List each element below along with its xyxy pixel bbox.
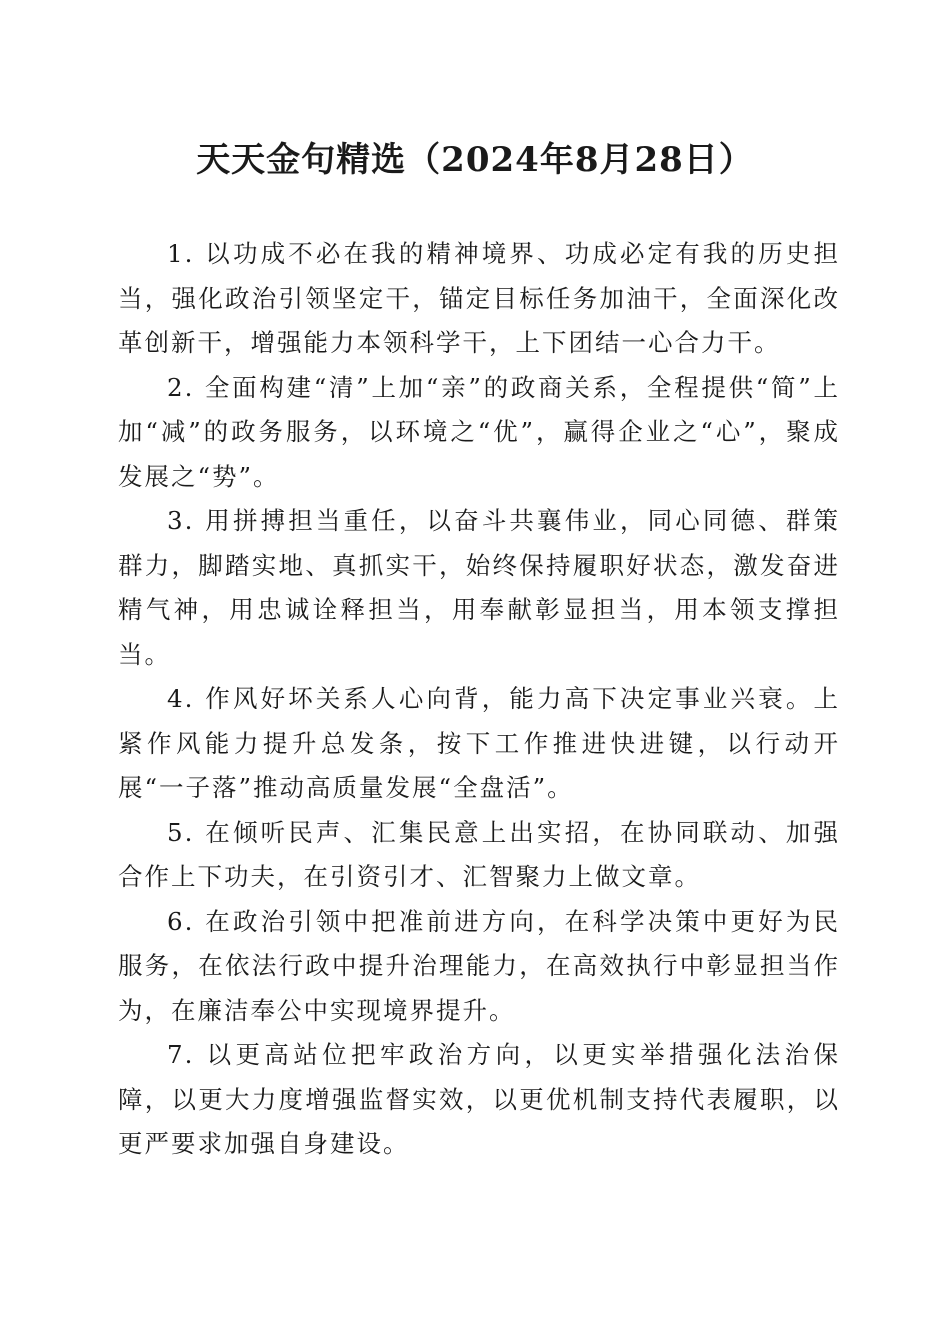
document-title: 天天金句精选（2024年8月28日）	[196, 140, 754, 180]
paragraph-1: 1. 以功成不必在我的精神境界、功成必定有我的历史担当，强化政治引领坚定干，锚定目标任务加油干，全面深化改革创新干，增强能力本领科学干，上下团结一心合力干。	[118, 239, 840, 357]
paragraph-5: 5. 在倾听民声、汇集民意上出实招，在协同联动、加强合作上下功夫，在引资引才、汇智聚力上做文章。	[118, 817, 840, 891]
paragraph-7: 7. 以更高站位把牢政治方向，以更实举措强化法治保障，以更大力度增强监督实效，以更优机制支持代表履职，以更严要求加强自身建设。	[118, 1040, 840, 1158]
paragraph-4: 4. 作风好坏关系人心向背，能力高下决定事业兴衰。上紧作风能力提升总发条，按下工作推进快进键，以行动开展“一子落”推动高质量发展“全盘活”。	[118, 684, 840, 802]
paragraph-6: 6. 在政治引领中把准前进方向，在科学决策中更好为民服务，在依法行政中提升治理能力，在高效执行中彰显担当作为，在廉洁奉公中实现境界提升。	[118, 906, 840, 1025]
paragraph-3: 3. 用拼搏担当重任，以奋斗共襄伟业，同心同德、群策群力，脚踏实地、真抓实干，始终保持履职好状态，激发奋进精气神，用忠诚诠释担当，用奉献彰显担当，用本领支撑担当。	[118, 506, 840, 669]
document-body	[118, 232, 840, 1167]
paragraph-2: 2. 全面构建“清”上加“亲”的政商关系，全程提供“简”上加“减”的政务服务，以环境之“优”，赢得企业之“心”，聚成发展之“势”。	[118, 372, 840, 491]
